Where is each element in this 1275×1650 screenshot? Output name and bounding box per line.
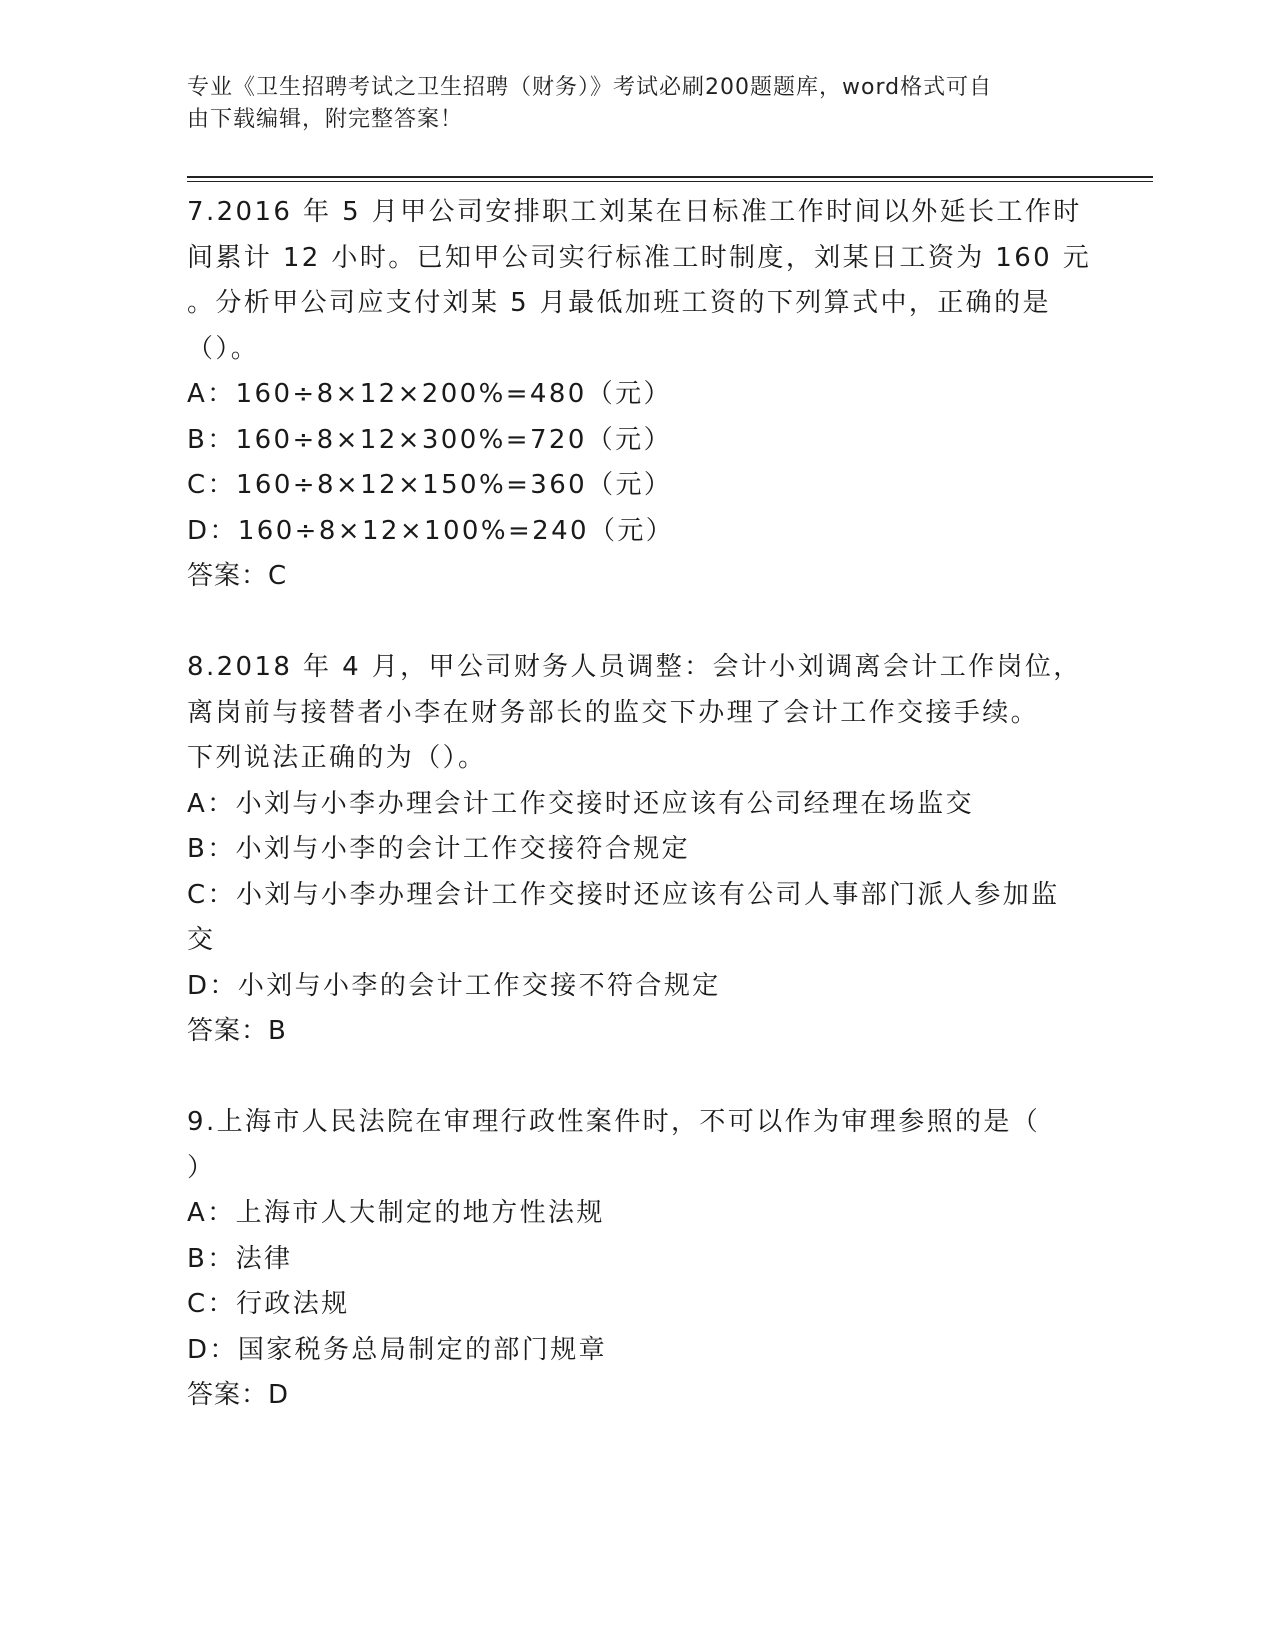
question-block: [187, 645, 1087, 1055]
option-c: C：160÷8×12×150%=360（元）: [187, 470, 673, 500]
option-c: C：小刘与小李办理会计工作交接时还应该有公司人事部门派人参加监: [187, 879, 1060, 910]
question-stem-line: 间累计 12 小时。已知甲公司实行标准工时制度，刘某日工资为 160 元: [187, 242, 1092, 273]
option-b: B：法律: [187, 1243, 293, 1274]
header-line-1: 专业《卫生招聘考试之卫生招聘（财务）》考试必刷200题题库，word格式可自: [187, 75, 993, 100]
answer-line: 答案：B: [187, 1016, 287, 1046]
question-stem-line: 。分析甲公司应支付刘某 5 月最低加班工资的下列算式中，正确的是: [187, 288, 1051, 318]
header-divider-thin: [187, 181, 1153, 182]
question-stem-line: 离岗前与接替者小李在财务部长的监交下办理了会计工作交接手续。: [187, 697, 1040, 728]
question-block: [187, 190, 1092, 600]
question-stem-line: ）: [187, 1152, 216, 1183]
header-line-2: 由下载编辑，附完整答案！: [187, 107, 464, 132]
answer-line: 答案：C: [187, 561, 288, 591]
option-d: D：160÷8×12×100%=240（元）: [187, 515, 675, 546]
header-divider-thick: [187, 176, 1153, 178]
spacer: [187, 1055, 1087, 1101]
option-c-continued: 交: [187, 925, 216, 955]
question-stem-line: 下列说法正确的为（）。: [187, 743, 487, 773]
question-stem-line: （）。: [187, 333, 260, 364]
answer-line: 答案：D: [187, 1380, 290, 1410]
option-a: A：上海市人大制定的地方性法规: [187, 1198, 605, 1228]
option-d: D：小刘与小李的会计工作交接不符合规定: [187, 970, 721, 1001]
option-c: C：行政法规: [187, 1289, 350, 1319]
document-header: [187, 72, 1067, 136]
question-block: [187, 1100, 1087, 1419]
option-a: A：160÷8×12×200%=480（元）: [187, 379, 672, 409]
question-stem-line: 7.2016 年 5 月甲公司安排职工刘某在日标准工作时间以外延长工作时: [187, 197, 1082, 227]
question-list: [187, 190, 1092, 1419]
question-stem-line: 9.上海市人民法院在审理行政性案件时，不可以作为审理参照的是（: [187, 1107, 1041, 1137]
question-stem-line: 8.2018 年 4 月，甲公司财务人员调整：会计小刘调离会计工作岗位，: [187, 652, 1082, 682]
option-a: A：小刘与小李办理会计工作交接时还应该有公司经理在场监交: [187, 788, 974, 819]
option-b: B：160÷8×12×300%=720（元）: [187, 424, 672, 455]
spacer: [187, 600, 1087, 646]
option-b: B：小刘与小李的会计工作交接符合规定: [187, 834, 691, 864]
option-d: D：国家税务总局制定的部门规章: [187, 1334, 608, 1365]
